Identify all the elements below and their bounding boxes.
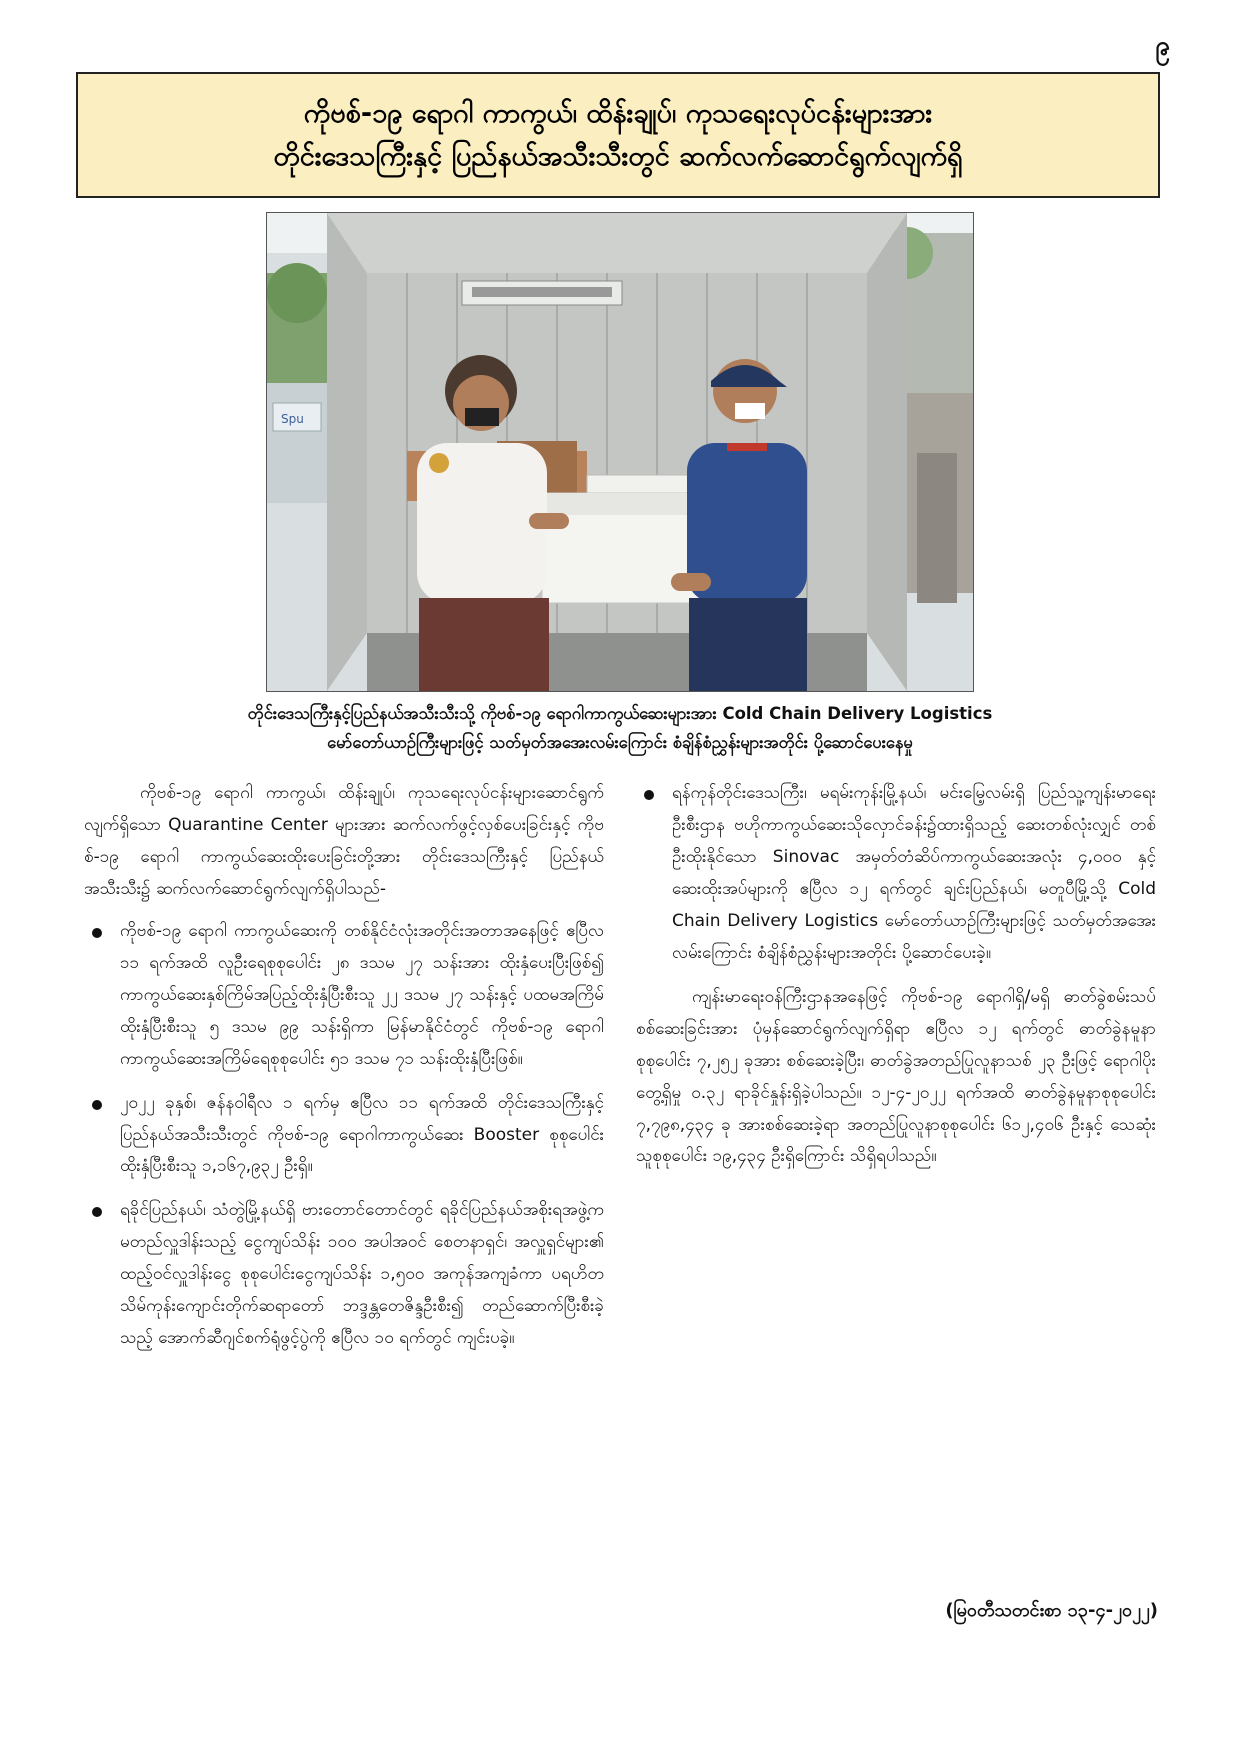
headline-box	[76, 72, 1160, 198]
news-photo	[266, 212, 974, 692]
source-credit: (မြဝတီသတင်းစာ ၁၃-၄-၂၀၂၂)	[945, 1600, 1158, 1621]
right-column	[636, 778, 1156, 1183]
bullet-dot-icon	[92, 928, 102, 938]
testing-paragraph: ကျန်းမာရေးဝန်ကြီးဌာနအနေဖြင့် ကိုဗစ်-၁၉ ရောဂါရှိ/မရှိ ဓာတ်ခွဲစမ်းသပ်စစ်ဆေးခြင်းအား ပုံမှန်ဆောင်ရွက်လျက်ရှိရာ ဧပြီလ ၁၂ ရက်တွင် ဓာတ်ခွဲနမူနာစုစုပေါင်း ၇,၂၅၂ ခုအား စစ်ဆေးခဲ့ပြီး၊ ဓာတ်ခွဲအတည်ပြုလူနာသစ် ၂၃ ဦးဖြင့် ရောဂါပိုးတွေ့ရှိမှု ၀.၃၂ ရာခိုင်နှုန်းရှိခဲ့ပါသည်။ ၁၂-၄-၂၀၂၂ ရက်အထိ ဓာတ်ခွဲနမူနာစုစုပေါင်း ၇,၇၉၈,၄၃၄ ခု အားစစ်ဆေးခဲ့ရာ အတည်ပြုလူနာစုစုပေါင်း ၆၁၂,၄၀၆ ဦးနှင့် သေဆုံးသူစုစုပေါင်း ၁၉,၄၃၄ ဦးရှိကြောင်း သိရှိရပါသည်။	[636, 986, 1156, 1167]
bullet-dot-icon	[644, 790, 654, 800]
background-sign-text: Spu	[281, 412, 304, 426]
page-number: ၉	[1155, 31, 1170, 61]
headline-line-2: တိုင်းဒေသကြီးနှင့် ပြည်နယ်အသီးသီးတွင် ဆက်လက်ဆောင်ရွက်လျက်ရှိ	[273, 141, 963, 172]
bullet-dot-icon	[92, 1207, 102, 1217]
caption-line-2: မော်တော်ယာဉ်ကြီးများဖြင့် သတ်မှတ်အအေးလမ်းကြောင်း စံချိန်စံညွှန်းများအတိုင်း ပို့ဆောင်ပေးနေမှု	[327, 732, 913, 752]
bullet-text: ရခိုင်ပြည်နယ်၊ သံတွဲမြို့နယ်ရှိ ဗားတောင်တောင်တွင် ရခိုင်ပြည်နယ်အစိုးရအဖွဲ့က မတည်လှူဒါန်းသည့် ငွေကျပ်သိန်း ၁၀၀ အပါအဝင် စေတနာရှင်၊ အလှူရှင်များ၏ ထည့်ဝင်လှူဒါန်းငွေ စုစုပေါင်းငွေကျပ်သိန်း ၁,၅၀၀ အကုန်အကျခံကာ ပရဟိတသိမ်ကုန်းကျောင်းတိုက်ဆရာတော် ဘဒ္ဒန္တတေဇိန္ဒဦးစီး၍ တည်ဆောက်ပြီးစီးခဲ့သည့် အောက်ဆီဂျင်စက်ရုံဖွင့်ပွဲကို ဧပြီလ ၁၀ ရက်တွင် ကျင်းပခဲ့။	[120, 1200, 604, 1349]
bullet-item	[636, 778, 1156, 970]
headline-line-1: ကိုဗစ်-၁၉ ရောဂါ ကာကွယ်၊ ထိန်းချုပ်၊ ကုသရေးလုပ်ငန်းများအား	[303, 97, 933, 129]
left-column	[84, 778, 604, 1367]
bullet-item	[84, 1195, 604, 1355]
bullet-text: ကိုဗစ်-၁၉ ရောဂါ ကာကွယ်ဆေးကို တစ်နိုင်ငံလုံးအတိုင်းအတာအနေဖြင့် ဧပြီလ ၁၁ ရက်အထိ လူဦးရေစုစုပေါင်း ၂၈ ဒသမ ၂၇ သန်းအား ထိုးနှံပေးပြီးဖြစ်၍ ကာကွယ်ဆေးနှစ်ကြိမ်အပြည့်ထိုးနှံပြီးစီးသူ ၂၂ ဒသမ ၂၇ သန်းနှင့် ပထမအကြိမ်ထိုးနှံပြီးစီးသူ ၅ ဒသမ ၉၉ သန်းရှိကာ မြန်မာနိုင်ငံတွင် ကိုဗစ်-၁၉ ရောဂါ ကာကွယ်ဆေးအကြိမ်ရေစုစုပေါင်း ၅၁ ဒသမ ၇၁ သန်းထိုးနှံပြီးဖြစ်။	[120, 920, 604, 1069]
bullet-text: ရန်ကုန်တိုင်းဒေသကြီး၊ မရမ်းကုန်းမြို့နယ်၊ မင်းမြေ့လမ်းရှိ ပြည်သူ့ကျန်းမာရေးဦးစီးဌာန ဗဟိုကာကွယ်ဆေးသိုလှောင်ခန်း၌ထားရှိသည့် ဆေးတစ်လုံးလျှင် တစ်ဦးထိုးနိုင်သော Sinovac အမှတ်တံဆိပ်ကာကွယ်ဆေးအလုံး ၄,၀၀၀ နှင့် ဆေးထိုးအပ်များကို ဧပြီလ ၁၂ ရက်တွင် ချင်းပြည်နယ်၊ မတူပီမြို့သို့ Cold Chain Delivery Logistics မော်တော်ယာဉ်ကြီးများဖြင့် သတ်မှတ်အအေးလမ်းကြောင်း စံချိန်စံညွှန်းများအတိုင်း ပို့ဆောင်ပေးခဲ့။	[672, 783, 1156, 963]
intro-paragraph: ကိုဗစ်-၁၉ ရောဂါ ကာကွယ်၊ ထိန်းချုပ်၊ ကုသရေးလုပ်ငန်းများဆောင်ရွက်လျက်ရှိသော Quarantine Center များအား ဆက်လက်ဖွင့်လှစ်ပေးခြင်းနှင့် ကိုဗစ်-၁၉ ရောဂါ ကာကွယ်ဆေးထိုးပေးခြင်းတို့အား တိုင်းဒေသကြီးနှင့် ပြည်နယ်အသီးသီး၌ ဆက်လက်ဆောင်ရွက်လျက်ရှိပါသည်-	[84, 783, 604, 899]
bullet-text: ၂၀၂၂ ခုနှစ်၊ ဇန်နဝါရီလ ၁ ရက်မှ ဧပြီလ ၁၁ ရက်အထိ တိုင်းဒေသကြီးနှင့် ပြည်နယ်အသီးသီးတွင် ကိုဗစ်-၁၉ ရောဂါကာကွယ်ဆေး Booster စုစုပေါင်းထိုးနှံပြီးစီးသူ ၁,၁၆၇,၉၃၂ ဦးရှိ။	[120, 1092, 604, 1177]
bullet-item	[84, 1088, 604, 1184]
bullet-item	[84, 916, 604, 1076]
caption-line-1: တိုင်းဒေသကြီးနှင့်ပြည်နယ်အသီးသီးသို့ ကိုဗစ်-၁၉ ရောဂါကာကွယ်ဆေးများအား Cold Chain Delivery Logistics	[247, 704, 993, 723]
bullet-dot-icon	[92, 1100, 102, 1110]
photo-caption	[100, 700, 1140, 758]
